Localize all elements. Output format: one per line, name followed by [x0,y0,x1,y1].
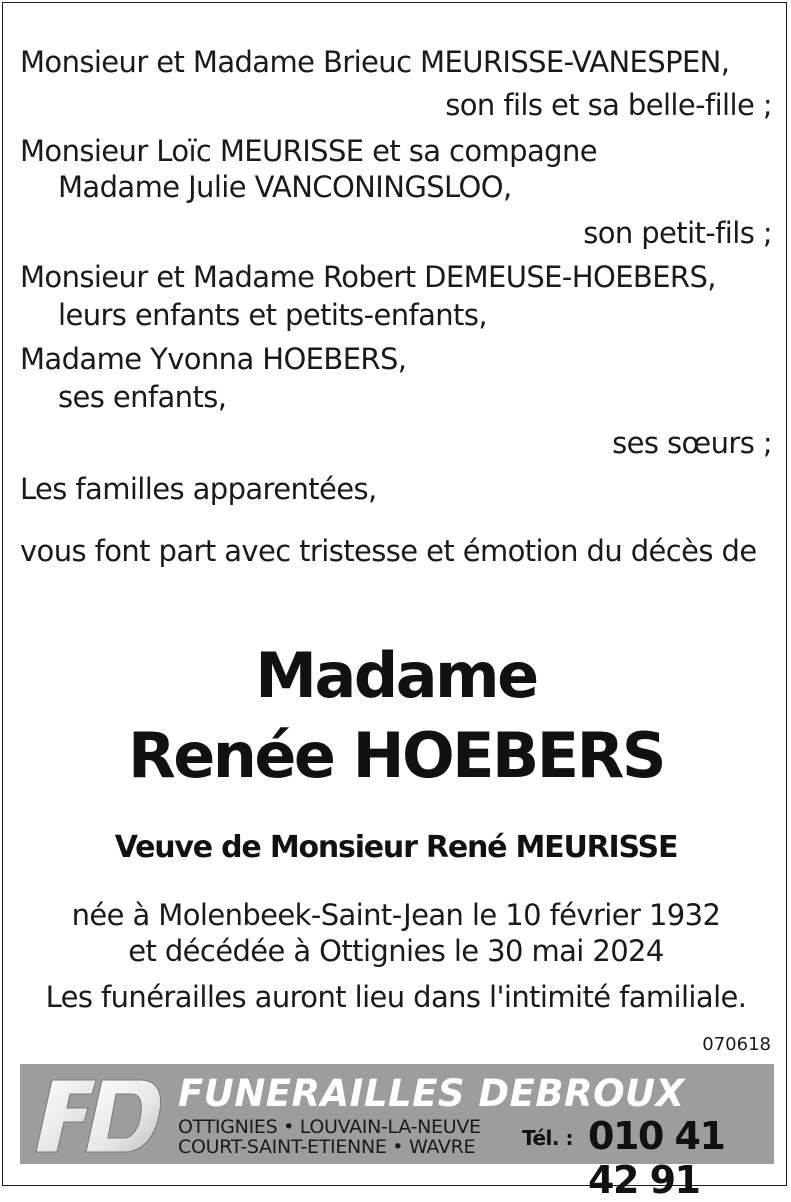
tel-label: Tél. : [522,1126,573,1150]
family-line-2b: Madame Julie VANCONINGSLOO, [58,170,512,204]
family-line-3b: leurs enfants et petits-enfants, [58,298,487,332]
death-line: et décédée à Ottignies le 30 mai 2024 [128,934,664,968]
family-line-2: Monsieur Loïc MEURISSE et sa compagne [20,134,597,168]
family-line-4: Madame Yvonna HOEBERS, [20,342,407,376]
deceased-title: Madame [255,639,537,712]
family-relation-3: ses sœurs ; [612,426,772,460]
funeral-line: Les funérailles auront lieu dans l'intimité familiale. [45,980,747,1014]
family-line-4b: ses enfants, [58,380,227,414]
family-line-3: Monsieur et Madame Robert DEMEUSE-HOEBERS, [20,260,716,294]
widow-of-line: Veuve de Monsieur René MEURISSE [114,830,678,865]
family-relation-2: son petit-fils ; [583,216,772,250]
fd-logo-icon [32,1076,168,1154]
deceased-name: Renée HOEBERS [127,719,665,792]
birth-line: née à Molenbeek-Saint-Jean le 10 février 1932 [71,898,721,932]
tel-number: 010 41 42 91 [588,1114,725,1202]
announcement-text: vous font part avec tristesse et émotion du décès de [20,534,757,568]
reference-number: 070618 [702,1034,771,1055]
towns-line-2: COURT-SAINT-ETIENNE • WAVRE [178,1136,476,1158]
family-relation-1: son fils et sa belle-fille ; [445,88,772,122]
company-name: FUNERAILLES DEBROUX [178,1072,685,1115]
family-line-1: Monsieur et Madame Brieuc MEURISSE-VANESPEN, [20,45,730,79]
family-line-5: Les familles apparentées, [20,472,377,506]
towns-line-1: OTTIGNIES • LOUVAIN-LA-NEUVE [178,1116,481,1138]
funeral-home-banner [20,1064,774,1202]
